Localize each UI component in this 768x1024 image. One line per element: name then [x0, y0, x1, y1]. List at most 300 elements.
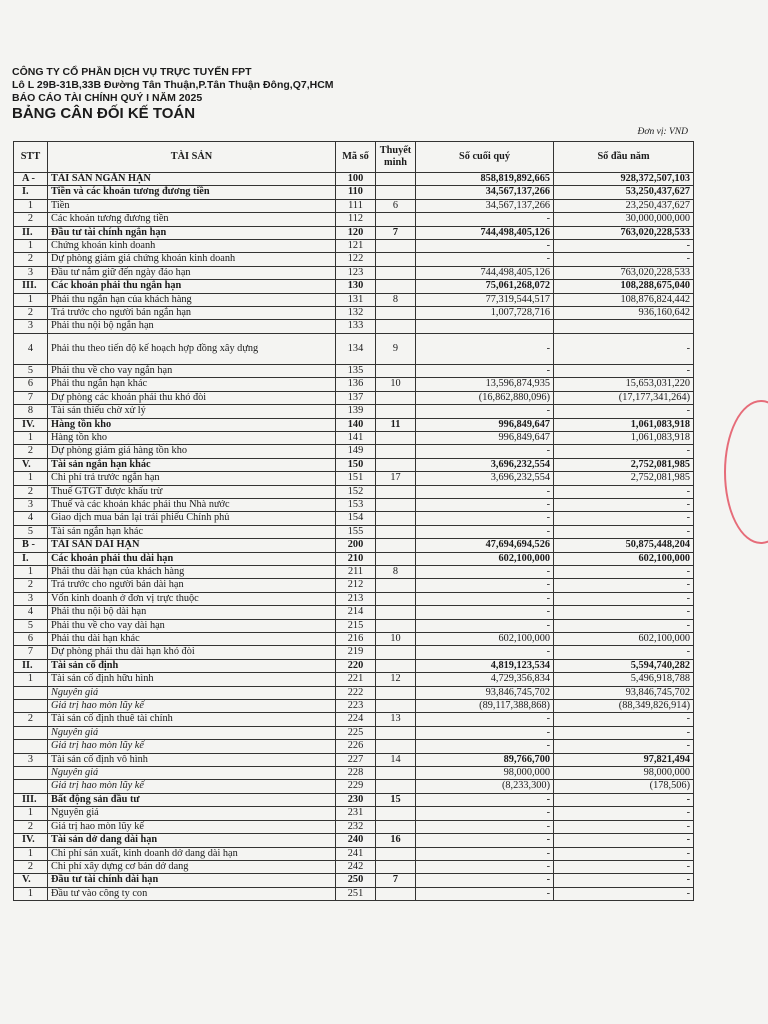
cell-start: 2,752,081,985 [554, 458, 694, 471]
cell-code: 155 [336, 525, 376, 538]
cell-start: - [554, 565, 694, 578]
cell-end: 4,729,356,834 [416, 673, 554, 686]
cell-name: Đầu tư tài chính dài hạn [48, 874, 336, 887]
cell-stt [14, 686, 48, 699]
cell-start: - [554, 579, 694, 592]
cell-note [376, 280, 416, 293]
cell-name: Tài sản thiếu chờ xử lý [48, 405, 336, 418]
cell-code: 134 [336, 333, 376, 364]
cell-code: 215 [336, 619, 376, 632]
cell-start: (178,506) [554, 780, 694, 793]
col-note: Thuyết minh [376, 142, 416, 173]
cell-code: 250 [336, 874, 376, 887]
cell-end: - [416, 834, 554, 847]
cell-stt: 4 [14, 333, 48, 364]
cell-note [376, 240, 416, 253]
cell-stt: 1 [14, 199, 48, 212]
cell-name: Các khoản phải thu dài hạn [48, 552, 336, 565]
cell-start: - [554, 807, 694, 820]
cell-start: 23,250,437,627 [554, 199, 694, 212]
cell-end: 98,000,000 [416, 767, 554, 780]
cell-name: Tài sản cố định hữu hình [48, 673, 336, 686]
cell-name: Nguyên giá [48, 807, 336, 820]
cell-end: 13,596,874,935 [416, 378, 554, 391]
cell-code: 228 [336, 767, 376, 780]
cell-name: Chi phí trả trước ngắn hạn [48, 472, 336, 485]
cell-note [376, 552, 416, 565]
cell-code: 213 [336, 592, 376, 605]
table-row [14, 320, 694, 333]
cell-end: 3,696,232,554 [416, 472, 554, 485]
table-row [14, 280, 694, 293]
cell-stt: 6 [14, 378, 48, 391]
cell-note [376, 619, 416, 632]
cell-note [376, 253, 416, 266]
cell-name: Tài sản dở dang dài hạn [48, 834, 336, 847]
cell-stt: IV. [14, 834, 48, 847]
cell-start: - [554, 619, 694, 632]
cell-name: Phải thu ngắn hạn của khách hàng [48, 293, 336, 306]
col-stt: STT [14, 142, 48, 173]
cell-name: TÀI SẢN NGẮN HẠN [48, 173, 336, 186]
cell-stt: 2 [14, 579, 48, 592]
cell-end: - [416, 713, 554, 726]
cell-stt: I. [14, 552, 48, 565]
cell-stt: 3 [14, 266, 48, 279]
cell-start: - [554, 713, 694, 726]
cell-end: - [416, 807, 554, 820]
page-title: BẢNG CÂN ĐỐI KẾ TOÁN [12, 105, 196, 122]
cell-note [376, 592, 416, 605]
cell-note: 9 [376, 333, 416, 364]
company-name: CÔNG TY CỔ PHẦN DỊCH VỤ TRỰC TUYẾN FPT [12, 66, 252, 78]
table-row [14, 240, 694, 253]
table-row [14, 659, 694, 672]
table-row [14, 333, 694, 364]
cell-stt: 1 [14, 565, 48, 578]
cell-name: Giao dịch mua bán lại trái phiếu Chính phủ [48, 512, 336, 525]
cell-stt: B - [14, 539, 48, 552]
table-row [14, 485, 694, 498]
cell-note: 10 [376, 633, 416, 646]
table-row [14, 472, 694, 485]
cell-end: 996,849,647 [416, 418, 554, 431]
cell-start: (17,177,341,264) [554, 391, 694, 404]
cell-note [376, 726, 416, 739]
cell-start: 98,000,000 [554, 767, 694, 780]
table-row [14, 539, 694, 552]
table-row [14, 199, 694, 212]
cell-start: - [554, 512, 694, 525]
cell-end [416, 320, 554, 333]
cell-name: Phải thu về cho vay ngắn hạn [48, 364, 336, 377]
cell-note [376, 700, 416, 713]
table-row [14, 793, 694, 806]
cell-name: Phải thu dài hạn khác [48, 633, 336, 646]
cell-stt: 2 [14, 213, 48, 226]
cell-end: - [416, 579, 554, 592]
cell-start: - [554, 364, 694, 377]
cell-end: 47,694,694,526 [416, 539, 554, 552]
table-row [14, 226, 694, 239]
cell-code: 132 [336, 307, 376, 320]
cell-start: - [554, 874, 694, 887]
cell-note [376, 740, 416, 753]
table-row [14, 173, 694, 186]
cell-code: 122 [336, 253, 376, 266]
table-row [14, 565, 694, 578]
cell-start: 97,821,494 [554, 753, 694, 766]
cell-start: 93,846,745,702 [554, 686, 694, 699]
cell-code: 150 [336, 458, 376, 471]
company-address: Lô L 29B-31B,33B Đường Tân Thuận,P.Tân Thuận Đông,Q7,HCM [12, 79, 334, 91]
cell-note [376, 391, 416, 404]
cell-end: (8,233,300) [416, 780, 554, 793]
table-row [14, 606, 694, 619]
cell-stt: 3 [14, 592, 48, 605]
cell-end: - [416, 240, 554, 253]
table-row [14, 378, 694, 391]
cell-note [376, 431, 416, 444]
company-seal [724, 400, 768, 544]
cell-end: - [416, 847, 554, 860]
table-row [14, 753, 694, 766]
cell-end: - [416, 485, 554, 498]
cell-name: Phải thu nội bộ ngắn hạn [48, 320, 336, 333]
cell-end: - [416, 364, 554, 377]
cell-stt: 2 [14, 307, 48, 320]
cell-stt: V. [14, 458, 48, 471]
cell-stt: 2 [14, 820, 48, 833]
col-code: Mã số [336, 142, 376, 173]
balance-sheet-table [13, 141, 694, 901]
report-header [12, 66, 652, 122]
cell-start: - [554, 820, 694, 833]
cell-note [376, 445, 416, 458]
cell-end: - [416, 646, 554, 659]
cell-stt: 1 [14, 431, 48, 444]
cell-code: 224 [336, 713, 376, 726]
cell-code: 221 [336, 673, 376, 686]
cell-start: 602,100,000 [554, 552, 694, 565]
cell-name: Tài sản ngắn hạn khác [48, 458, 336, 471]
cell-note: 8 [376, 565, 416, 578]
cell-end: 34,567,137,266 [416, 186, 554, 199]
cell-end: - [416, 512, 554, 525]
cell-note [376, 405, 416, 418]
cell-name: Thuế GTGT được khấu trừ [48, 485, 336, 498]
cell-name: Tài sản cố định vô hình [48, 753, 336, 766]
cell-end: 602,100,000 [416, 633, 554, 646]
cell-note: 8 [376, 293, 416, 306]
table-row [14, 592, 694, 605]
cell-end: - [416, 333, 554, 364]
cell-end: 744,498,405,126 [416, 266, 554, 279]
cell-stt [14, 700, 48, 713]
cell-stt: 1 [14, 293, 48, 306]
cell-stt: IV. [14, 418, 48, 431]
cell-note [376, 266, 416, 279]
cell-name: TÀI SẢN DÀI HẠN [48, 539, 336, 552]
cell-note [376, 498, 416, 511]
cell-note [376, 887, 416, 900]
cell-note [376, 173, 416, 186]
cell-stt: 2 [14, 713, 48, 726]
cell-note [376, 458, 416, 471]
cell-stt [14, 767, 48, 780]
cell-stt: 2 [14, 253, 48, 266]
cell-code: 229 [336, 780, 376, 793]
cell-start: 108,876,824,442 [554, 293, 694, 306]
cell-code: 219 [336, 646, 376, 659]
cell-note: 16 [376, 834, 416, 847]
table-row [14, 713, 694, 726]
table-row [14, 364, 694, 377]
cell-note [376, 780, 416, 793]
cell-name: Đầu tư tài chính ngắn hạn [48, 226, 336, 239]
cell-start: - [554, 860, 694, 873]
cell-stt: 1 [14, 847, 48, 860]
cell-name: Dự phòng các khoản phải thu khó đòi [48, 391, 336, 404]
cell-end: 4,819,123,534 [416, 659, 554, 672]
col-end-quarter: Số cuối quý [416, 142, 554, 173]
cell-start: 30,000,000,000 [554, 213, 694, 226]
cell-note [376, 186, 416, 199]
cell-start: - [554, 445, 694, 458]
cell-start: - [554, 726, 694, 739]
cell-stt: 4 [14, 512, 48, 525]
cell-code: 220 [336, 659, 376, 672]
cell-note: 7 [376, 874, 416, 887]
cell-name: Phải thu theo tiến độ kế hoạch hợp đồng xây dựng [48, 333, 336, 364]
cell-note [376, 606, 416, 619]
cell-start: 763,020,228,533 [554, 266, 694, 279]
cell-note [376, 364, 416, 377]
cell-stt: 4 [14, 606, 48, 619]
cell-code: 130 [336, 280, 376, 293]
cell-name: Vốn kinh doanh ở đơn vị trực thuộc [48, 592, 336, 605]
cell-stt: 5 [14, 364, 48, 377]
cell-code: 200 [336, 539, 376, 552]
cell-note: 11 [376, 418, 416, 431]
cell-stt: 1 [14, 240, 48, 253]
cell-end: - [416, 592, 554, 605]
cell-name: Tài sản ngắn hạn khác [48, 525, 336, 538]
cell-end: 77,319,544,517 [416, 293, 554, 306]
cell-note [376, 512, 416, 525]
cell-note [376, 485, 416, 498]
cell-name: Đầu tư nắm giữ đến ngày đáo hạn [48, 266, 336, 279]
cell-note: 10 [376, 378, 416, 391]
cell-start: 53,250,437,627 [554, 186, 694, 199]
table-row [14, 458, 694, 471]
table-row [14, 253, 694, 266]
cell-stt: 8 [14, 405, 48, 418]
cell-start: - [554, 333, 694, 364]
cell-stt: 3 [14, 753, 48, 766]
cell-note [376, 539, 416, 552]
table-row [14, 266, 694, 279]
cell-stt: 3 [14, 320, 48, 333]
cell-stt: 3 [14, 498, 48, 511]
table-row [14, 619, 694, 632]
cell-name: Các khoản phải thu ngắn hạn [48, 280, 336, 293]
table-row [14, 293, 694, 306]
table-row [14, 834, 694, 847]
table-row [14, 673, 694, 686]
table-row [14, 445, 694, 458]
cell-start: - [554, 592, 694, 605]
cell-name: Phải thu ngắn hạn khác [48, 378, 336, 391]
cell-end: 93,846,745,702 [416, 686, 554, 699]
cell-end: - [416, 445, 554, 458]
cell-end: 34,567,137,266 [416, 199, 554, 212]
table-row [14, 847, 694, 860]
cell-code: 131 [336, 293, 376, 306]
table-row [14, 686, 694, 699]
cell-end: - [416, 793, 554, 806]
col-asset: TÀI SẢN [48, 142, 336, 173]
cell-code: 240 [336, 834, 376, 847]
cell-name: Dự phòng giảm giá chứng khoán kinh doanh [48, 253, 336, 266]
table-row [14, 391, 694, 404]
cell-stt: 1 [14, 472, 48, 485]
cell-stt: I. [14, 186, 48, 199]
cell-note [376, 860, 416, 873]
cell-start: 15,653,031,220 [554, 378, 694, 391]
cell-stt: 2 [14, 485, 48, 498]
cell-note [376, 767, 416, 780]
cell-end: - [416, 525, 554, 538]
cell-name: Nguyên giá [48, 767, 336, 780]
cell-start: 5,496,918,788 [554, 673, 694, 686]
cell-code: 231 [336, 807, 376, 820]
cell-code: 123 [336, 266, 376, 279]
cell-name: Dự phòng giảm giá hàng tồn kho [48, 445, 336, 458]
cell-end: - [416, 740, 554, 753]
cell-end: 1,007,728,716 [416, 307, 554, 320]
table-row [14, 307, 694, 320]
cell-note: 7 [376, 226, 416, 239]
cell-end: - [416, 860, 554, 873]
cell-start: (88,349,826,914) [554, 700, 694, 713]
table-row [14, 860, 694, 873]
cell-start: - [554, 525, 694, 538]
cell-code: 225 [336, 726, 376, 739]
cell-code: 141 [336, 431, 376, 444]
cell-code: 135 [336, 364, 376, 377]
cell-code: 149 [336, 445, 376, 458]
cell-code: 152 [336, 485, 376, 498]
cell-note [376, 525, 416, 538]
cell-end: (89,117,388,868) [416, 700, 554, 713]
cell-name: Phải thu về cho vay dài hạn [48, 619, 336, 632]
cell-end: - [416, 405, 554, 418]
cell-stt: 5 [14, 525, 48, 538]
cell-end: - [416, 887, 554, 900]
cell-note [376, 820, 416, 833]
cell-code: 211 [336, 565, 376, 578]
cell-name: Giá trị hao mòn lũy kế [48, 820, 336, 833]
cell-start: 602,100,000 [554, 633, 694, 646]
cell-stt: V. [14, 874, 48, 887]
cell-name: Bất động sản đầu tư [48, 793, 336, 806]
cell-note: 12 [376, 673, 416, 686]
cell-code: 230 [336, 793, 376, 806]
cell-end: - [416, 874, 554, 887]
table-row [14, 874, 694, 887]
cell-code: 214 [336, 606, 376, 619]
cell-start: 50,875,448,204 [554, 539, 694, 552]
cell-stt: 5 [14, 619, 48, 632]
cell-name: Nguyên giá [48, 726, 336, 739]
cell-name: Giá trị hao mòn lũy kế [48, 780, 336, 793]
table-header-row [14, 142, 694, 173]
cell-stt: 2 [14, 860, 48, 873]
cell-name: Thuế và các khoản khác phải thu Nhà nước [48, 498, 336, 511]
cell-code: 232 [336, 820, 376, 833]
cell-start [554, 320, 694, 333]
table-row [14, 498, 694, 511]
cell-start: - [554, 740, 694, 753]
cell-name: Phải thu nội bộ dài hạn [48, 606, 336, 619]
cell-code: 140 [336, 418, 376, 431]
cell-code: 111 [336, 199, 376, 212]
cell-start: - [554, 240, 694, 253]
cell-start: - [554, 793, 694, 806]
cell-end: 602,100,000 [416, 552, 554, 565]
table-row [14, 767, 694, 780]
cell-stt: III. [14, 280, 48, 293]
table-row [14, 780, 694, 793]
cell-name: Giá trị hao mòn lũy kế [48, 740, 336, 753]
cell-name: Hàng tồn kho [48, 431, 336, 444]
table-row [14, 186, 694, 199]
cell-stt [14, 726, 48, 739]
cell-note: 17 [376, 472, 416, 485]
cell-stt: 7 [14, 391, 48, 404]
table-row [14, 633, 694, 646]
table-row [14, 700, 694, 713]
cell-start: - [554, 606, 694, 619]
cell-stt: 1 [14, 807, 48, 820]
cell-stt [14, 780, 48, 793]
cell-code: 137 [336, 391, 376, 404]
cell-end: - [416, 606, 554, 619]
cell-note [376, 579, 416, 592]
cell-code: 154 [336, 512, 376, 525]
cell-stt [14, 740, 48, 753]
cell-name: Chứng khoán kinh doanh [48, 240, 336, 253]
cell-end: - [416, 565, 554, 578]
cell-start: 763,020,228,533 [554, 226, 694, 239]
cell-note: 6 [376, 199, 416, 212]
cell-start: 2,752,081,985 [554, 472, 694, 485]
table-row [14, 405, 694, 418]
cell-start: 928,372,507,103 [554, 173, 694, 186]
cell-stt: III. [14, 793, 48, 806]
cell-name: Phải thu dài hạn của khách hàng [48, 565, 336, 578]
cell-code: 110 [336, 186, 376, 199]
cell-end: 996,849,647 [416, 431, 554, 444]
cell-start: - [554, 485, 694, 498]
cell-code: 227 [336, 753, 376, 766]
report-name: BÁO CÁO TÀI CHÍNH QUÝ I NĂM 2025 [12, 92, 203, 104]
table-row [14, 431, 694, 444]
cell-end: - [416, 619, 554, 632]
cell-stt: II. [14, 659, 48, 672]
cell-start: - [554, 887, 694, 900]
